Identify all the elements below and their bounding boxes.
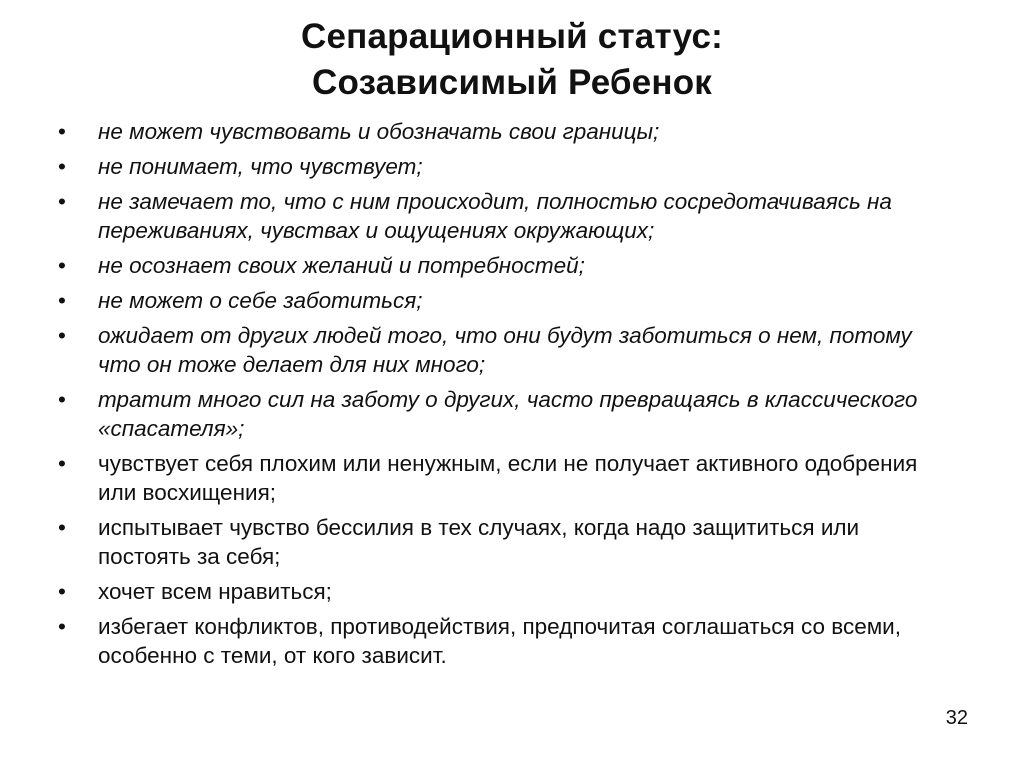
- bullet-marker: •: [58, 579, 66, 604]
- list-item: [58, 286, 958, 315]
- list-item: [58, 187, 958, 245]
- list-item-text: не может о себе заботиться;: [98, 288, 423, 313]
- list-item-text: ожидает от других людей того, что они будут заботиться о нем, потому что он тоже делает для них много;: [98, 323, 912, 377]
- list-item-text: не понимает, что чувствует;: [98, 154, 423, 179]
- list-item-text: чувствует себя плохим или ненужным, если не получает активного одобрения или восхищения;: [98, 451, 918, 505]
- bullet-list: [58, 117, 958, 676]
- slide-title: [0, 14, 1024, 106]
- bullet-marker: •: [58, 288, 66, 313]
- list-item-text: избегает конфликтов, противодействия, предпочитая соглашаться со всеми, особенно с теми, от кого зависит.: [98, 614, 901, 668]
- list-item: [58, 251, 958, 280]
- list-item: [58, 385, 958, 443]
- list-item: [58, 577, 958, 606]
- bullet-marker: •: [58, 515, 66, 540]
- title-line-2: Созависимый Ребенок: [311, 63, 713, 102]
- list-item: [58, 152, 958, 181]
- bullet-marker: •: [58, 154, 66, 179]
- list-item: [58, 449, 958, 507]
- list-item-text: не осознает своих желаний и потребностей;: [98, 253, 585, 278]
- list-item: [58, 117, 958, 146]
- list-item: [58, 513, 958, 571]
- list-item-text: не замечает то, что с ним происходит, полностью сосредотачиваясь на переживаниях, чувствах и ощущениях окружающих;: [98, 189, 892, 243]
- bullet-marker: •: [58, 323, 66, 348]
- bullet-marker: •: [58, 451, 66, 476]
- bullet-marker: •: [58, 614, 66, 639]
- list-item: [58, 612, 958, 670]
- list-item-text: хочет всем нравиться;: [98, 579, 332, 604]
- list-item: [58, 321, 958, 379]
- bullet-marker: •: [58, 387, 66, 412]
- bullet-marker: •: [58, 119, 66, 144]
- list-item-text: не может чувствовать и обозначать свои границы;: [98, 119, 660, 144]
- page-number: 32: [945, 707, 968, 729]
- bullet-marker: •: [58, 253, 66, 278]
- bullet-marker: •: [58, 189, 66, 214]
- title-line-1: Сепарационный статус:: [300, 17, 723, 56]
- list-item-text: испытывает чувство бессилия в тех случаях, когда надо защититься или постоять за себя;: [98, 515, 860, 569]
- list-item-text: тратит много сил на заботу о других, часто превращаясь в классического «спасателя»;: [98, 387, 918, 441]
